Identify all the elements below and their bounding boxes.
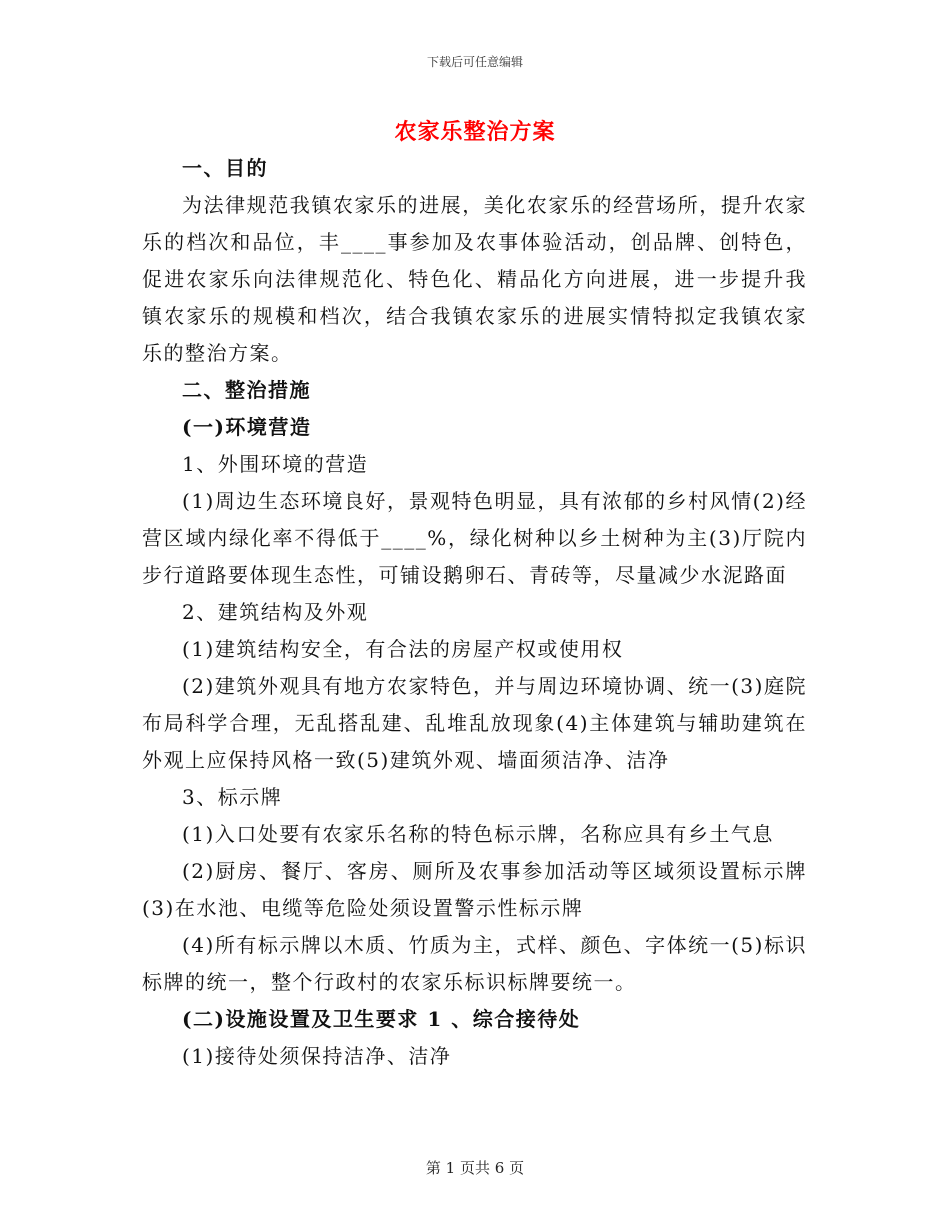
purpose-paragraph: 为法律规范我镇农家乐的进展，美化农家乐的经营场所，提升农家乐的档次和品位，丰____事参加及农事体验活动，创品牌、创特色，促进农家乐向法律规范化、特色化、精品化方向进展，进一步提升我镇农家乐的规模和档次，结合我镇农家乐的进展实情特拟定我镇农家乐的整治方案。 xyxy=(142,193,807,365)
page-number: 第 1 页共 6 页 xyxy=(425,1159,525,1177)
signage-paragraph-2: (2)厨房、餐厅、客房、厕所及农事参加活动等区域须设置标示牌(3)在水池、电缆等危险处须设置警示性标示牌 xyxy=(142,859,807,920)
document-title: 农家乐整治方案 xyxy=(394,119,556,145)
building-paragraph-2: (2)建筑外观具有地方农家特色，并与周边环境协调、统一(3)庭院布局科学合理，无乱搭乱建、乱堆乱放现象(4)主体建筑与辅助建筑在外观上应保持风格一致(5)建筑外观、墙面须洁净、洁净 xyxy=(142,674,807,772)
header-note: 下载后可任意编辑 xyxy=(426,55,523,69)
section-heading-measures: 二、整治措施 xyxy=(182,378,311,402)
reception-paragraph: (1)接待处须保持洁净、洁净 xyxy=(182,1044,452,1068)
item-heading-building: 2、建筑结构及外观 xyxy=(182,600,369,624)
section-heading-purpose: 一、目的 xyxy=(182,156,268,180)
outer-environment-paragraph: (1)周边生态环境良好，景观特色明显，具有浓郁的乡村风情(2)经营区域内绿化率不得低于____%，绿化树种以乡土树种为主(3)厅院内步行道路要体现生态性，可铺设鹅卵石、青砖等，尽量减少水泥路面 xyxy=(142,489,807,587)
subsection-heading-facilities: (二)设施设置及卫生要求 1 、综合接待处 xyxy=(182,1007,581,1031)
building-paragraph-1: (1)建筑结构安全，有合法的房屋产权或使用权 xyxy=(182,637,624,661)
item-heading-outer-environment: 1、外围环境的营造 xyxy=(182,452,369,476)
signage-paragraph-3: (4)所有标示牌以木质、竹质为主，式样、颜色、字体统一(5)标识标牌的统一，整个行政村的农家乐标识标牌要统一。 xyxy=(142,933,807,994)
subsection-heading-environment: (一)环境营造 xyxy=(182,415,312,439)
signage-paragraph-1: (1)入口处要有农家乐名称的特色标示牌，名称应具有乡土气息 xyxy=(182,822,774,846)
document-body xyxy=(142,150,807,1075)
item-heading-signage: 3、标示牌 xyxy=(182,785,283,809)
